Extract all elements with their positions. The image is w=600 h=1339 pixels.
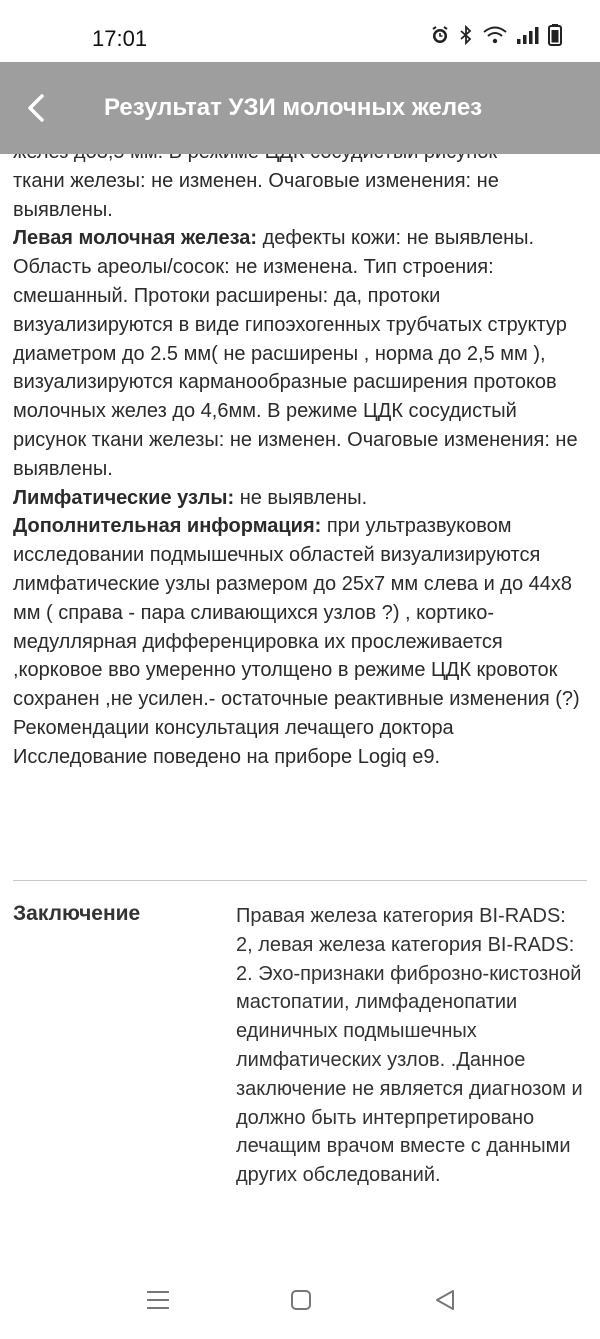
divider	[13, 880, 587, 881]
page-title: Результат УЗИ молочных желез	[104, 94, 483, 121]
extra-info-paragraph	[13, 512, 589, 771]
app-header	[0, 62, 600, 154]
left-breast-text: дефекты кожи: не выявлены. Область ареолы/сосок: не изменена. Тип строения: смешанный. Протоки расширены: да, протоки визуализируются в виде гипоэхогенных трубчатых структур диаметром до 2.5 мм( не расширены , норма до 2,5 мм ), визуализируются карманообразные расширения протоков молочных желез до 4,6мм. В режиме ЦДК сосудистый рисунок ткани железы: не изменен. Очаговые изменения: не выявлены.	[13, 227, 578, 480]
lymph-nodes-text: не выявлены.	[234, 486, 368, 509]
lymph-nodes-paragraph	[13, 484, 589, 513]
status-icons	[430, 24, 562, 46]
chevron-left-icon	[25, 93, 47, 123]
left-breast-paragraph	[13, 224, 589, 483]
home-button[interactable]	[286, 1285, 316, 1315]
report-content	[13, 138, 589, 772]
status-time: 17:01	[92, 26, 148, 51]
left-breast-label: Левая молочная железа:	[13, 227, 258, 250]
conclusion-text: Правая железа категория BI-RADS: 2, левая железа категория BI-RADS: 2. Эхо-признаки фиброзно-кистозной мастопатии, лимфаденопатии единичных подмышечных лимфатических узлов. .Данное заключение не является диагнозом и должно быть интерпретировано лечащим врачом вместе с данными других обследований.	[236, 905, 583, 1187]
conclusion-label: Заключение	[13, 902, 141, 925]
system-nav-bar	[0, 1265, 600, 1339]
signal-icon	[516, 25, 540, 45]
menu-icon	[145, 1289, 171, 1311]
battery-icon	[548, 24, 562, 46]
alarm-icon	[430, 25, 450, 45]
lymph-nodes-label: Лимфатические узлы:	[13, 486, 235, 509]
extra-info-label: Дополнительная информация:	[13, 515, 322, 538]
back-button[interactable]	[18, 90, 54, 126]
nav-back-button[interactable]	[430, 1285, 460, 1315]
bluetooth-icon	[458, 25, 474, 45]
back-icon	[434, 1289, 456, 1311]
extra-info-text: при ультразвуковом исследовании подмышечных областей визуализируются лимфатические узлы размером до 25х7 мм слева и до 44х8 мм ( справа - пара сливающихся узлов ?) , кортико-медуллярная дифференцировка их прослеживается ,корковое вво умеренно утолщено в режиме ЦДК кровоток сохранен ,не усилен.- остаточные реактивные изменения (?) Рекомендации консультация лечащего доктора Исследование поведено на приборе Logiq e9.	[13, 515, 580, 768]
home-icon	[290, 1289, 312, 1311]
report-right-tail: ткани железы: не изменен. Очаговые изменения: не выявлены.	[13, 169, 499, 221]
wifi-icon	[482, 25, 508, 45]
menu-button[interactable]	[143, 1285, 173, 1315]
